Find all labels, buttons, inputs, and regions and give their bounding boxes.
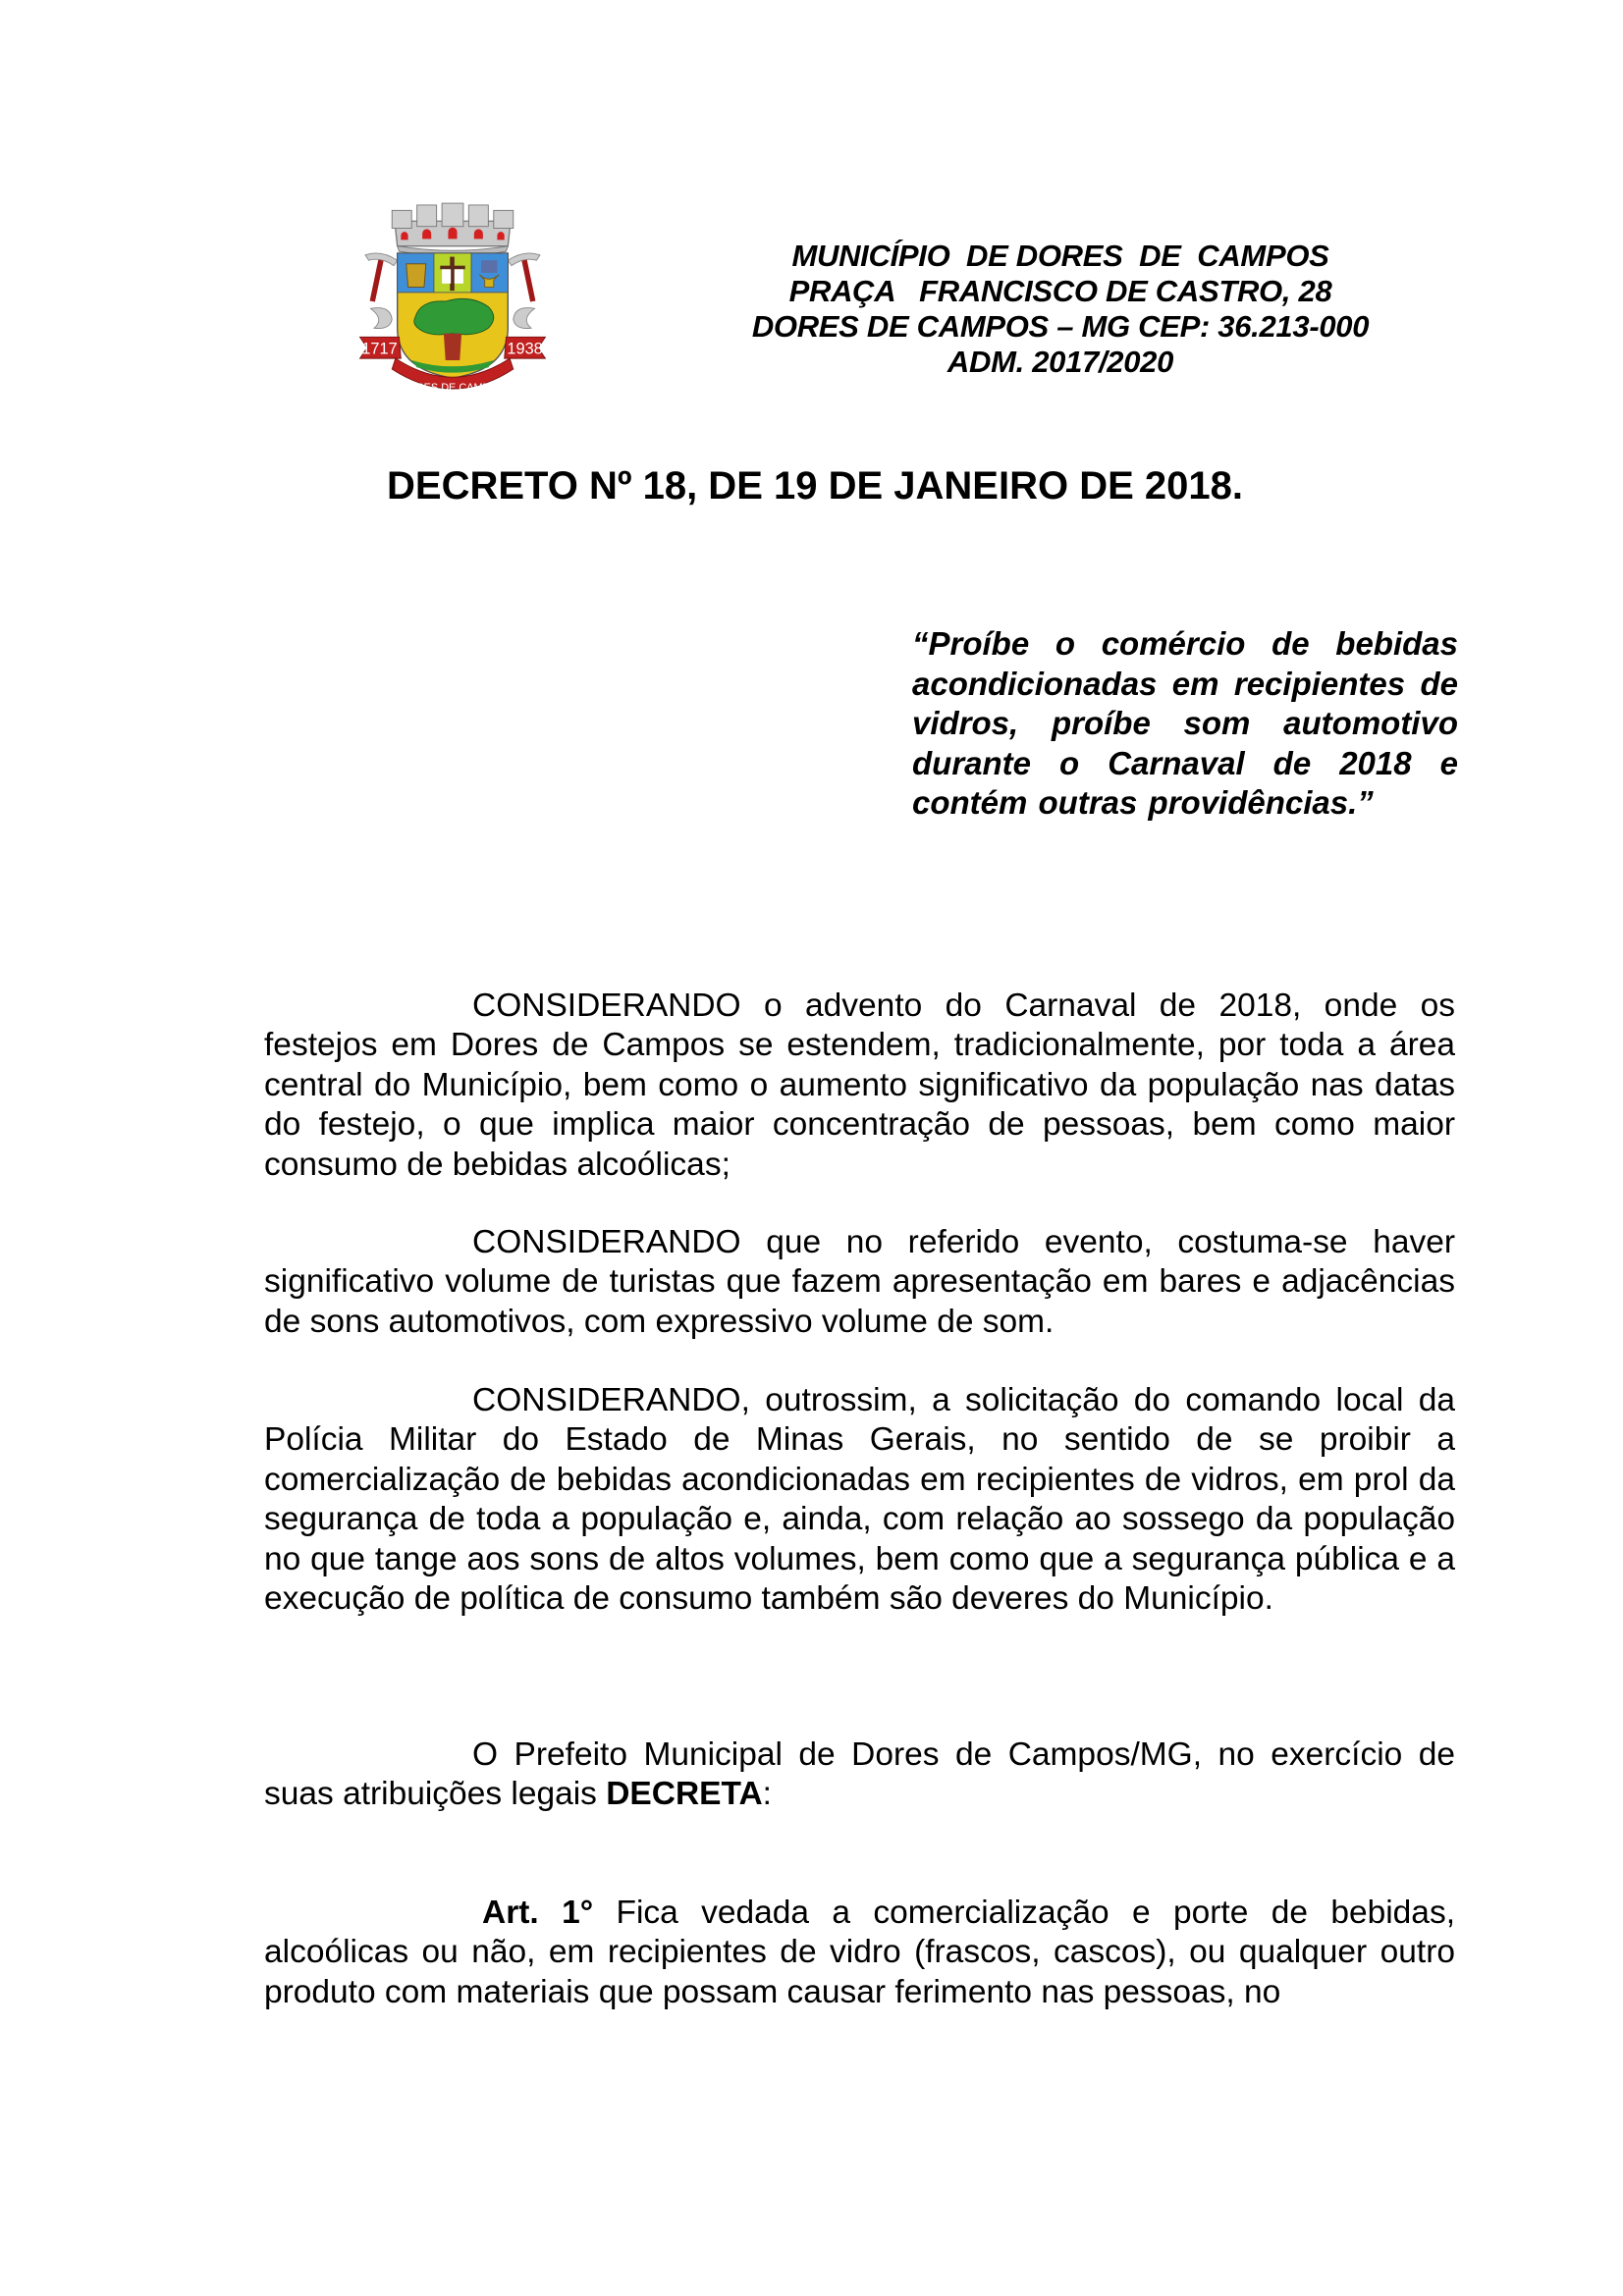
letterhead-municipality: MUNICÍPIO DE DORES DE CAMPOS xyxy=(791,239,1329,273)
shield-icon xyxy=(398,253,509,378)
preamble-paragraph xyxy=(264,1735,1455,1815)
considerando-paragraph xyxy=(264,987,1455,1185)
mural-crown-icon xyxy=(392,203,514,256)
preamble-text: O Prefeito Municipal de Dores de Campos/MG, no exercício de suas atribuições legais xyxy=(264,1736,1455,1813)
considerando-text: CONSIDERANDO o advento do Carnaval de 2018, onde os festejos em Dores de Campos se estendem, tradicionalmente, por toda a área central do Município, bem como o aumento significativo da população nas datas do festejo, o que implica maior concentração de pessoas, bem como maior consumo de bebidas alcoólicas; xyxy=(264,988,1455,1183)
article-label: Art. 1° xyxy=(482,1895,594,1931)
decree-summary: “Proíbe o comércio de bebidas acondicionadas em recipientes de vidros, proíbe som automotivo durante o Carnaval de 2018 e contém outras providências.” xyxy=(912,625,1458,821)
considerando-paragraph xyxy=(264,1223,1455,1342)
letterhead-address: PRAÇA FRANCISCO DE CASTRO, 28 xyxy=(788,274,1332,308)
letterhead xyxy=(687,239,1434,380)
article-paragraph xyxy=(264,1894,1455,2012)
municipal-coat-of-arms-logo xyxy=(346,194,560,408)
letterhead-administration: ADM. 2017/2020 xyxy=(947,345,1174,379)
logo-year-left: 1717 xyxy=(361,340,398,358)
article-text: Fica vedada a comercialização e porte de bebidas, alcoólicas ou não, em recipientes de vidro (frascos, cascos), ou qualquer outro produto com materiais que possam causar ferimento nas pessoas, no xyxy=(264,1895,1456,2010)
considerando-text: CONSIDERANDO, outrossim, a solicitação do comando local da Polícia Militar do Estado de Minas Gerais, no sentido de se proibir a comercialização de bebidas acondicionadas em recipientes de vidros, em prol da segurança de toda a população e, ainda, com relação ao sossego da população no que tange aos sons de altos volumes, bem como que a segurança pública e a execução de política de consumo também são deveres do Município. xyxy=(264,1382,1455,1618)
logo-year-right: 1938 xyxy=(507,340,543,358)
decreta-keyword: DECRETA xyxy=(606,1776,763,1813)
decree-title: DECRETO Nº 18, DE 19 DE JANEIRO DE 2018. xyxy=(387,464,1243,507)
considerando-text: CONSIDERANDO que no referido evento, costuma-se haver significativo volume de turistas que fazem apresentação em bares e adjacências de sons automotivos, com expressivo volume de som. xyxy=(264,1224,1455,1340)
preamble-suffix: : xyxy=(762,1776,772,1813)
logo-ribbon-text: DORES DE CAMPOS xyxy=(400,381,506,394)
letterhead-city-cep: DORES DE CAMPOS – MG CEP: 36.213-000 xyxy=(751,309,1370,344)
considerando-paragraph xyxy=(264,1381,1455,1619)
